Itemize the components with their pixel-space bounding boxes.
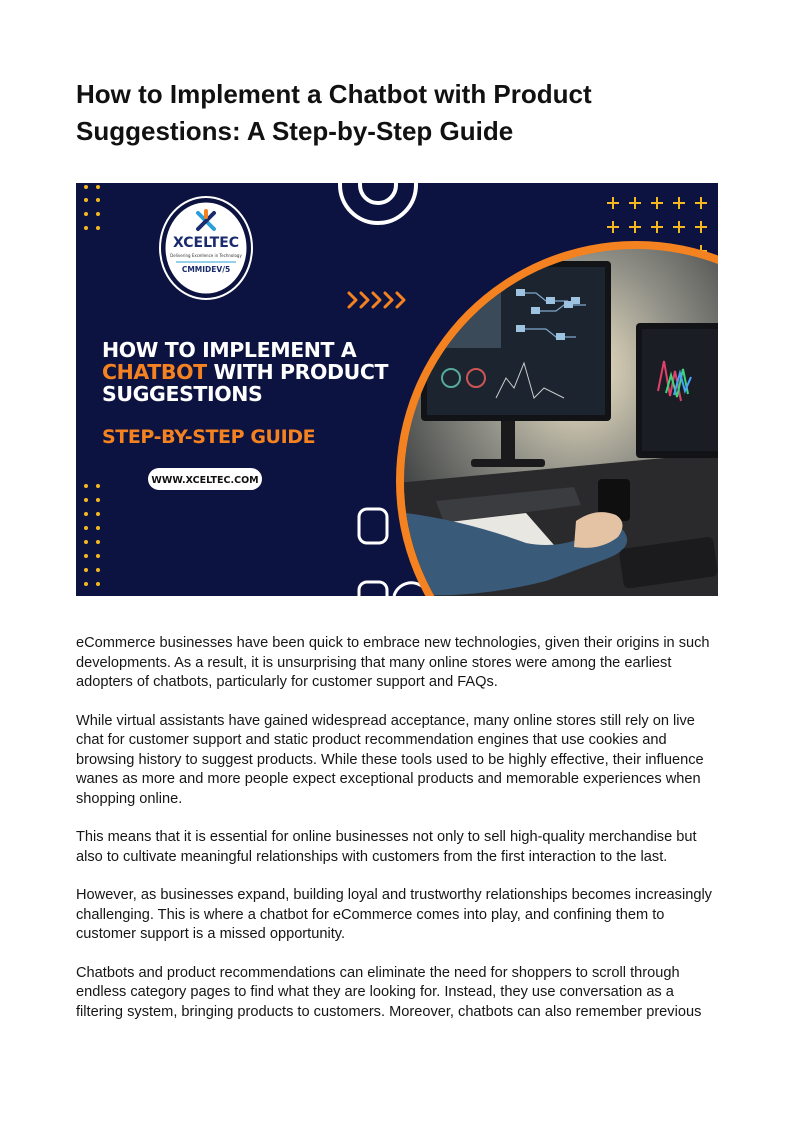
- banner-graphic: [76, 183, 718, 596]
- website-pill: [148, 468, 262, 490]
- banner-subheadline: STEP-BY-STEP GUIDE: [102, 426, 316, 448]
- paragraph: However, as businesses expand, building loyal and trustworthy relationships becomes increasingly challenging. This is where a chatbot for eCommerce comes into play, and confining them to customer support is a missed opportunity.: [76, 887, 712, 942]
- xceltec-logo: [160, 197, 252, 299]
- banner-headline-line2-rest: WITH PRODUCT: [206, 360, 389, 384]
- paragraph: eCommerce businesses have been quick to embrace new technologies, given their origins in such developments. As a result, it is unsurprising that many online stores were among the earliest adopters of chatbots, particularly for customer support and FAQs.: [76, 635, 710, 690]
- paragraph: Chatbots and product recommendations can eliminate the need for shoppers to scroll through endless category pages to find what they are looking for. Instead, they use conversation as a filtering system, bringing products to customers. Moreover, chatbots can also remember previous: [76, 964, 702, 1020]
- logo-brand: XCELTEC: [172, 235, 240, 251]
- logo-tagline: Delivering Excellence in Technology: [170, 253, 242, 258]
- logo-cert: CMMIDEV/5: [181, 265, 231, 274]
- hero-banner: [76, 183, 718, 596]
- page-title: How to Implement a Chatbot with Product Suggestions: A Step-by-Step Guide: [76, 79, 592, 146]
- paragraph: This means that it is essential for online businesses not only to sell high-quality merchandise but also to cultivate meaningful relationships with customers from the first interaction to the last.: [76, 829, 697, 865]
- article-body: [76, 634, 720, 1041]
- paragraph: While virtual assistants have gained widespread acceptance, many online stores still rely on live chat for customer support and static product recommendation engines that use cookies and browsing history to suggest products. While these tools used to be highly effective, their influence wanes as more and more people expect exceptional products and memorable experiences when shopping online.: [76, 712, 704, 807]
- banner-headline-line3: SUGGESTIONS: [102, 382, 263, 406]
- website-url: WWW.XCELTEC.COM: [151, 475, 259, 486]
- banner-headline-highlight: CHATBOT: [102, 360, 207, 384]
- banner-headline-line2: [102, 360, 389, 384]
- banner-headline-line1: HOW TO IMPLEMENT A: [102, 338, 357, 362]
